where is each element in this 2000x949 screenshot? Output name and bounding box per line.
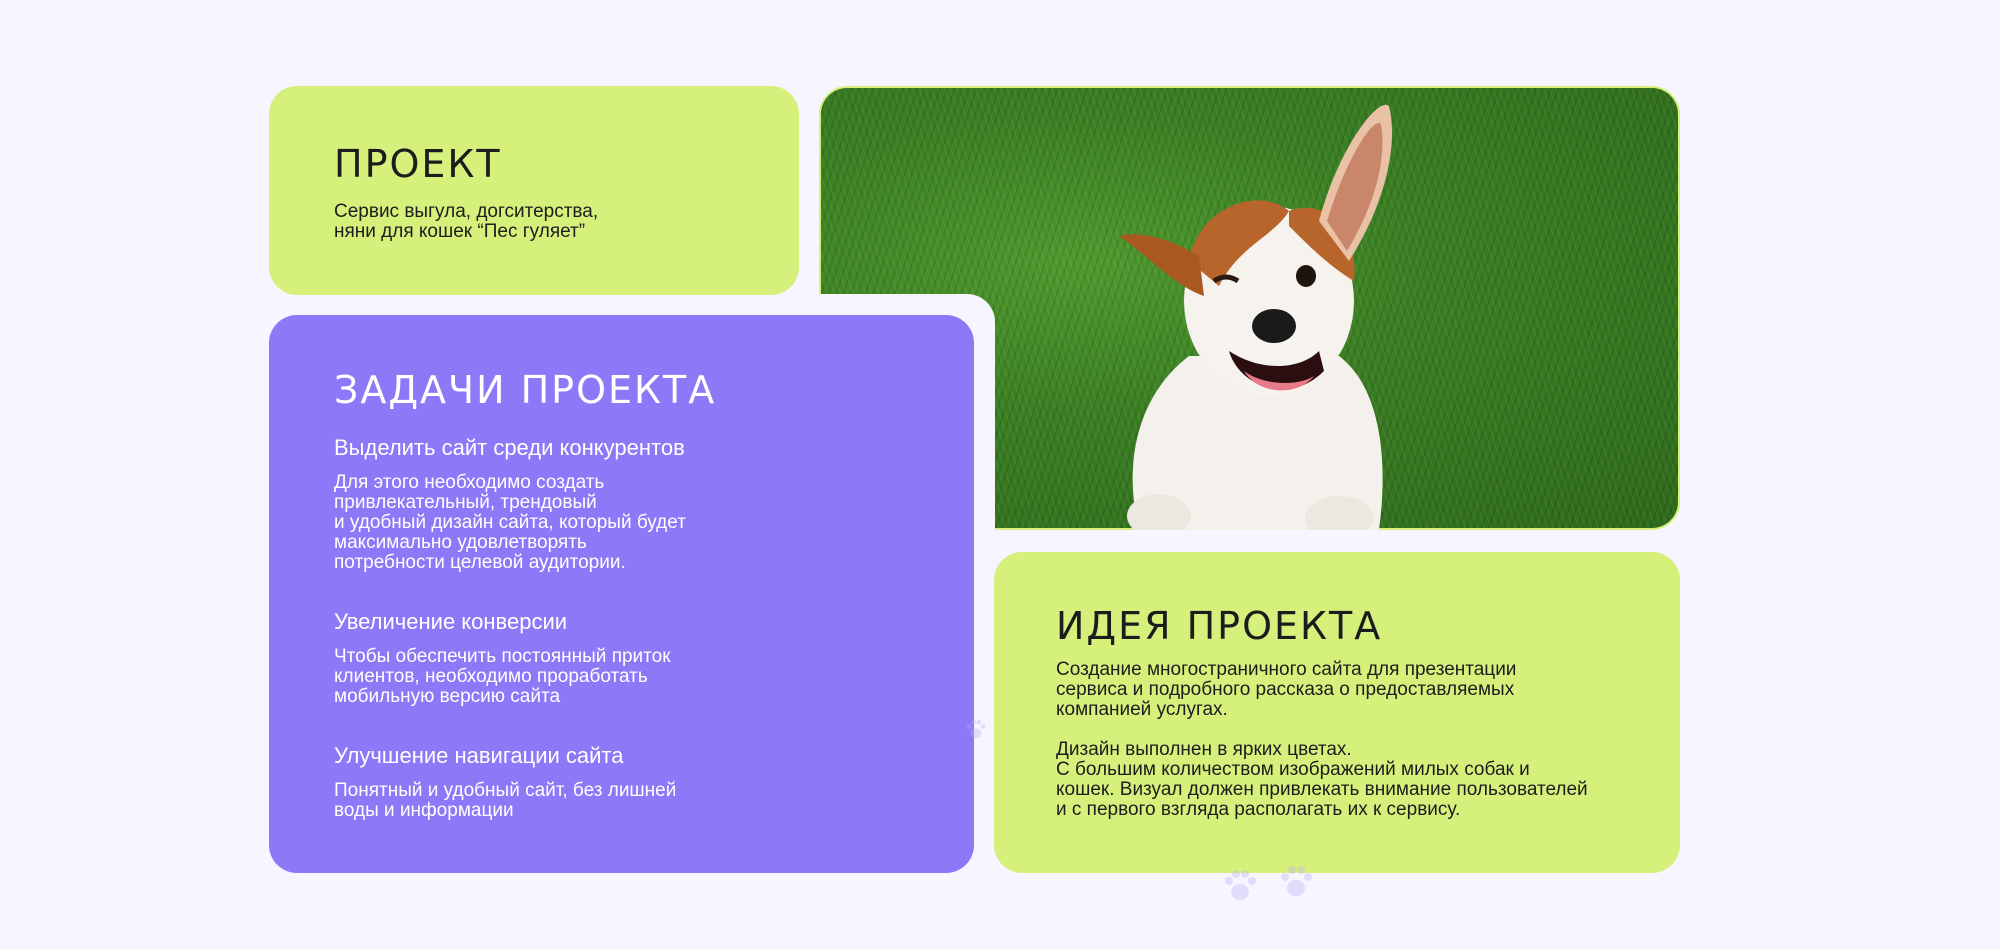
idea-card — [994, 552, 1680, 873]
project-description: Сервис выгула, догситерства, няни для кошек “Пес гуляет” — [334, 201, 599, 242]
task-heading: Увеличение конверсии — [334, 609, 568, 634]
task-text: Для этого необходимо создать привлекательный, трендовый и удобный дизайн сайта, который будет максимально удовлетворять потребности целевой аудитории. — [334, 472, 686, 573]
paw-icon — [1222, 868, 1258, 902]
task-heading: Выделить сайт среди конкурентов — [334, 435, 685, 460]
paw-icon — [1278, 864, 1314, 898]
paw-icon — [965, 718, 987, 740]
idea-paragraph-1: Создание многостраничного сайта для презентации сервиса и подробного рассказа о предоставляемых компанией услугах. — [1056, 659, 1517, 720]
tasks-title: ЗАДАЧИ ПРОЕКТА — [334, 368, 717, 412]
task-text: Понятный и удобный сайт, без лишней воды и информации — [334, 780, 677, 821]
project-title: ПРОЕКТ — [334, 142, 502, 186]
task-heading: Улучшение навигации сайта — [334, 743, 624, 768]
tasks-card — [269, 315, 974, 873]
task-text: Чтобы обеспечить постоянный приток клиентов, необходимо проработать мобильную версию сайта — [334, 646, 671, 707]
task-item — [334, 743, 974, 821]
task-item — [334, 609, 974, 707]
idea-title: ИДЕЯ ПРОЕКТА — [1056, 604, 1383, 648]
project-card — [269, 86, 799, 295]
idea-paragraph-2: Дизайн выполнен в ярких цветах. С большим количеством изображений милых собак и кошек. Визуал должен привлекать внимание пользователей и с первого взгляда располагать их к сервису. — [1056, 739, 1588, 820]
task-item — [334, 435, 974, 573]
